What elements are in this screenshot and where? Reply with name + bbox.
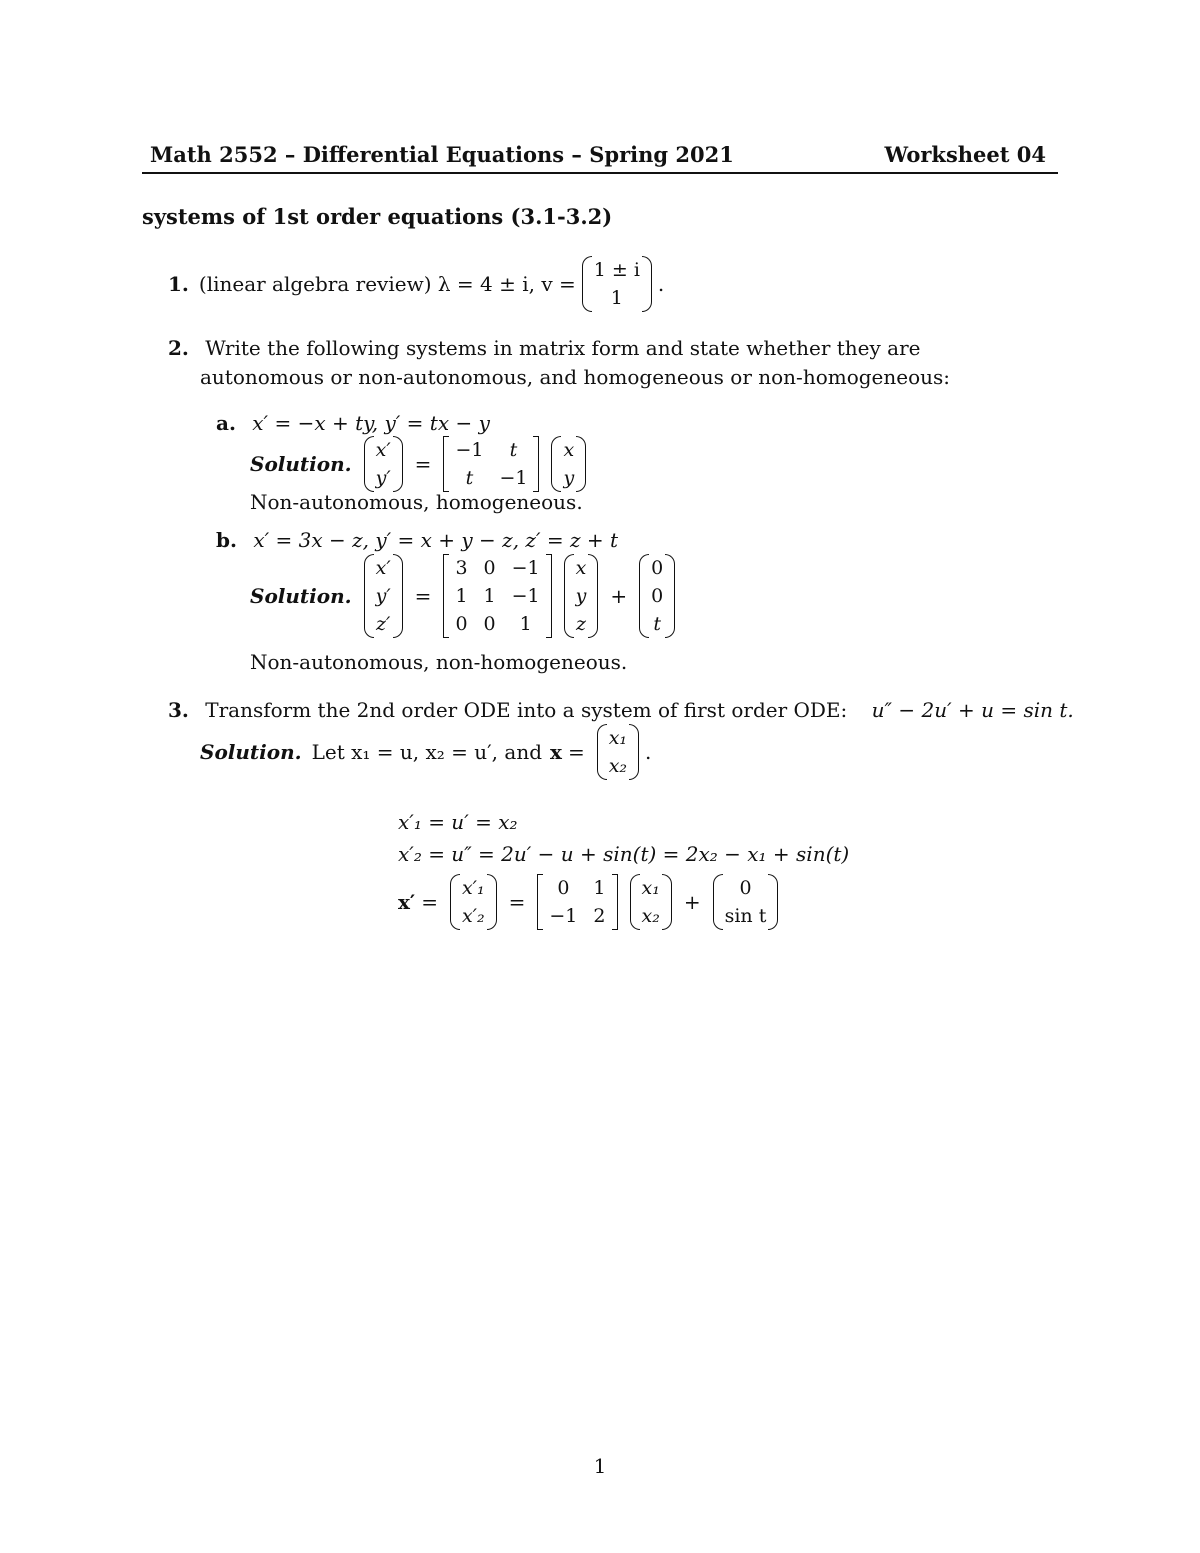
matrix-form — [398, 874, 784, 930]
equals-sign: = — [414, 452, 432, 476]
substitution-text: Let x₁ = u, x₂ = u′, and — [311, 740, 542, 764]
solution-label: Solution. — [250, 452, 352, 476]
period: . — [645, 740, 652, 764]
problem-1 — [168, 256, 664, 312]
state-vector — [564, 554, 599, 638]
part-b-conclusion: Non-autonomous, non-homogeneous. — [250, 650, 628, 674]
coefficient-matrix — [443, 436, 539, 492]
problem-2-number: 2. — [168, 336, 189, 360]
vector-entry: t — [653, 613, 661, 635]
part-b-label: b. — [216, 528, 237, 552]
vector-entry: x — [575, 557, 587, 579]
vector-entry: x₂ — [608, 755, 628, 777]
x-vector-symbol: x — [550, 740, 562, 764]
lhs-vector — [364, 554, 403, 638]
part-b-equation-line — [216, 530, 618, 550]
part-a-conclusion: Non-autonomous, homogeneous. — [250, 490, 583, 514]
derivation-line-2: x′₂ = u″ = 2u′ − u + sin(t) = 2x₂ − x₁ + sin(t) — [398, 842, 850, 866]
vector-entry: 0 — [651, 557, 664, 579]
part-a-solution — [250, 436, 592, 492]
matrix-entry: 2 — [593, 905, 606, 927]
forcing-vector — [639, 554, 675, 638]
part-a-equation: x′ = −x + ty, y′ = tx − y — [252, 411, 490, 435]
lhs-vector — [450, 874, 497, 930]
equals-sign: = — [508, 890, 526, 914]
vector-entry: x′₁ — [461, 877, 485, 899]
part-b-equation: x′ = 3x − z, y′ = x + y − z, z′ = z + t — [253, 528, 619, 552]
matrix-entry: 1 — [593, 877, 606, 899]
matrix-entry: 1 — [519, 613, 532, 635]
equals-sign: = — [421, 890, 438, 914]
part-a-equation-line — [216, 413, 490, 433]
matrix-entry: 1 — [455, 585, 468, 607]
matrix-entry: −1 — [511, 557, 540, 579]
equals-sign: = — [414, 584, 432, 608]
matrix-entry: 3 — [455, 557, 468, 579]
vector-entry: y — [563, 467, 575, 489]
vector-entry: z — [576, 613, 587, 635]
vector-entry: x₁ — [608, 727, 628, 749]
matrix-entry: −1 — [549, 905, 578, 927]
coefficient-matrix — [537, 874, 617, 930]
lhs-vector — [364, 436, 403, 492]
state-vector — [551, 436, 586, 492]
vector-entry: sin t — [724, 905, 767, 927]
problem-3-ode: u″ − 2u′ + u = sin t. — [871, 698, 1074, 722]
vector-entry: 1 — [610, 287, 623, 309]
coefficient-matrix — [443, 554, 551, 638]
vector-entry: x′ — [375, 557, 391, 579]
period: . — [657, 272, 665, 296]
problem-2-line-1 — [168, 338, 920, 358]
plus-sign: + — [683, 890, 701, 914]
vector-entry: 1 ± i — [593, 259, 640, 281]
vector-entry: 0 — [651, 585, 664, 607]
problem-1-number: 1. — [168, 272, 189, 296]
equals-sign: = — [567, 740, 585, 764]
page-header — [142, 140, 1058, 174]
matrix-entry: −1 — [499, 467, 528, 489]
problem-3-number: 3. — [168, 698, 189, 722]
matrix-entry: 0 — [483, 613, 496, 635]
part-b-solution — [250, 554, 681, 638]
vector-entry: 0 — [739, 877, 752, 899]
part-a-label: a. — [216, 411, 236, 435]
matrix-entry: −1 — [455, 439, 484, 461]
plus-sign: + — [610, 584, 628, 608]
vector-entry: y — [575, 585, 587, 607]
matrix-entry: 0 — [483, 557, 496, 579]
vector-entry: y′ — [375, 585, 391, 607]
vector-entry: x₂ — [641, 905, 660, 927]
solution-label: Solution. — [200, 740, 302, 764]
matrix-entry: t — [465, 467, 474, 489]
problem-2-line-2: autonomous or non-autonomous, and homogeneous or non-homogeneous: — [200, 365, 951, 389]
vector-entry: x — [563, 439, 575, 461]
matrix-entry: 0 — [455, 613, 468, 635]
derivation-line-1: x′₁ = u′ = x₂ — [398, 810, 518, 834]
vector-entry: x′ — [375, 439, 391, 461]
page-number: 1 — [593, 1454, 607, 1478]
matrix-entry: 0 — [557, 877, 570, 899]
vector-entry: y′ — [375, 467, 391, 489]
forcing-vector — [713, 874, 779, 930]
problem-3-text: Transform the 2nd order ODE into a system of first order ODE: — [205, 698, 848, 722]
worksheet-label: Worksheet 04 — [884, 142, 1046, 167]
eigenvector — [582, 256, 652, 312]
x-prime-symbol: x′ — [398, 890, 416, 914]
x-vector-definition — [597, 724, 639, 780]
problem-2-text: Write the following systems in matrix form and state whether they are — [205, 336, 921, 360]
solution-label: Solution. — [250, 584, 352, 608]
vector-entry: x₁ — [641, 877, 660, 899]
course-title: Math 2552 – Differential Equations – Spring 2021 — [150, 142, 734, 167]
problem-3-line — [168, 700, 1074, 720]
vector-entry: x′₂ — [461, 905, 485, 927]
matrix-entry: t — [509, 439, 518, 461]
matrix-entry: 1 — [483, 585, 496, 607]
section-title: systems of 1st order equations (3.1-3.2) — [142, 204, 613, 229]
state-vector — [630, 874, 672, 930]
matrix-entry: −1 — [511, 585, 540, 607]
vector-entry: z′ — [375, 613, 391, 635]
problem-3-solution-intro — [200, 724, 651, 780]
problem-1-text: (linear algebra review) λ = 4 ± i, v = — [198, 272, 576, 296]
